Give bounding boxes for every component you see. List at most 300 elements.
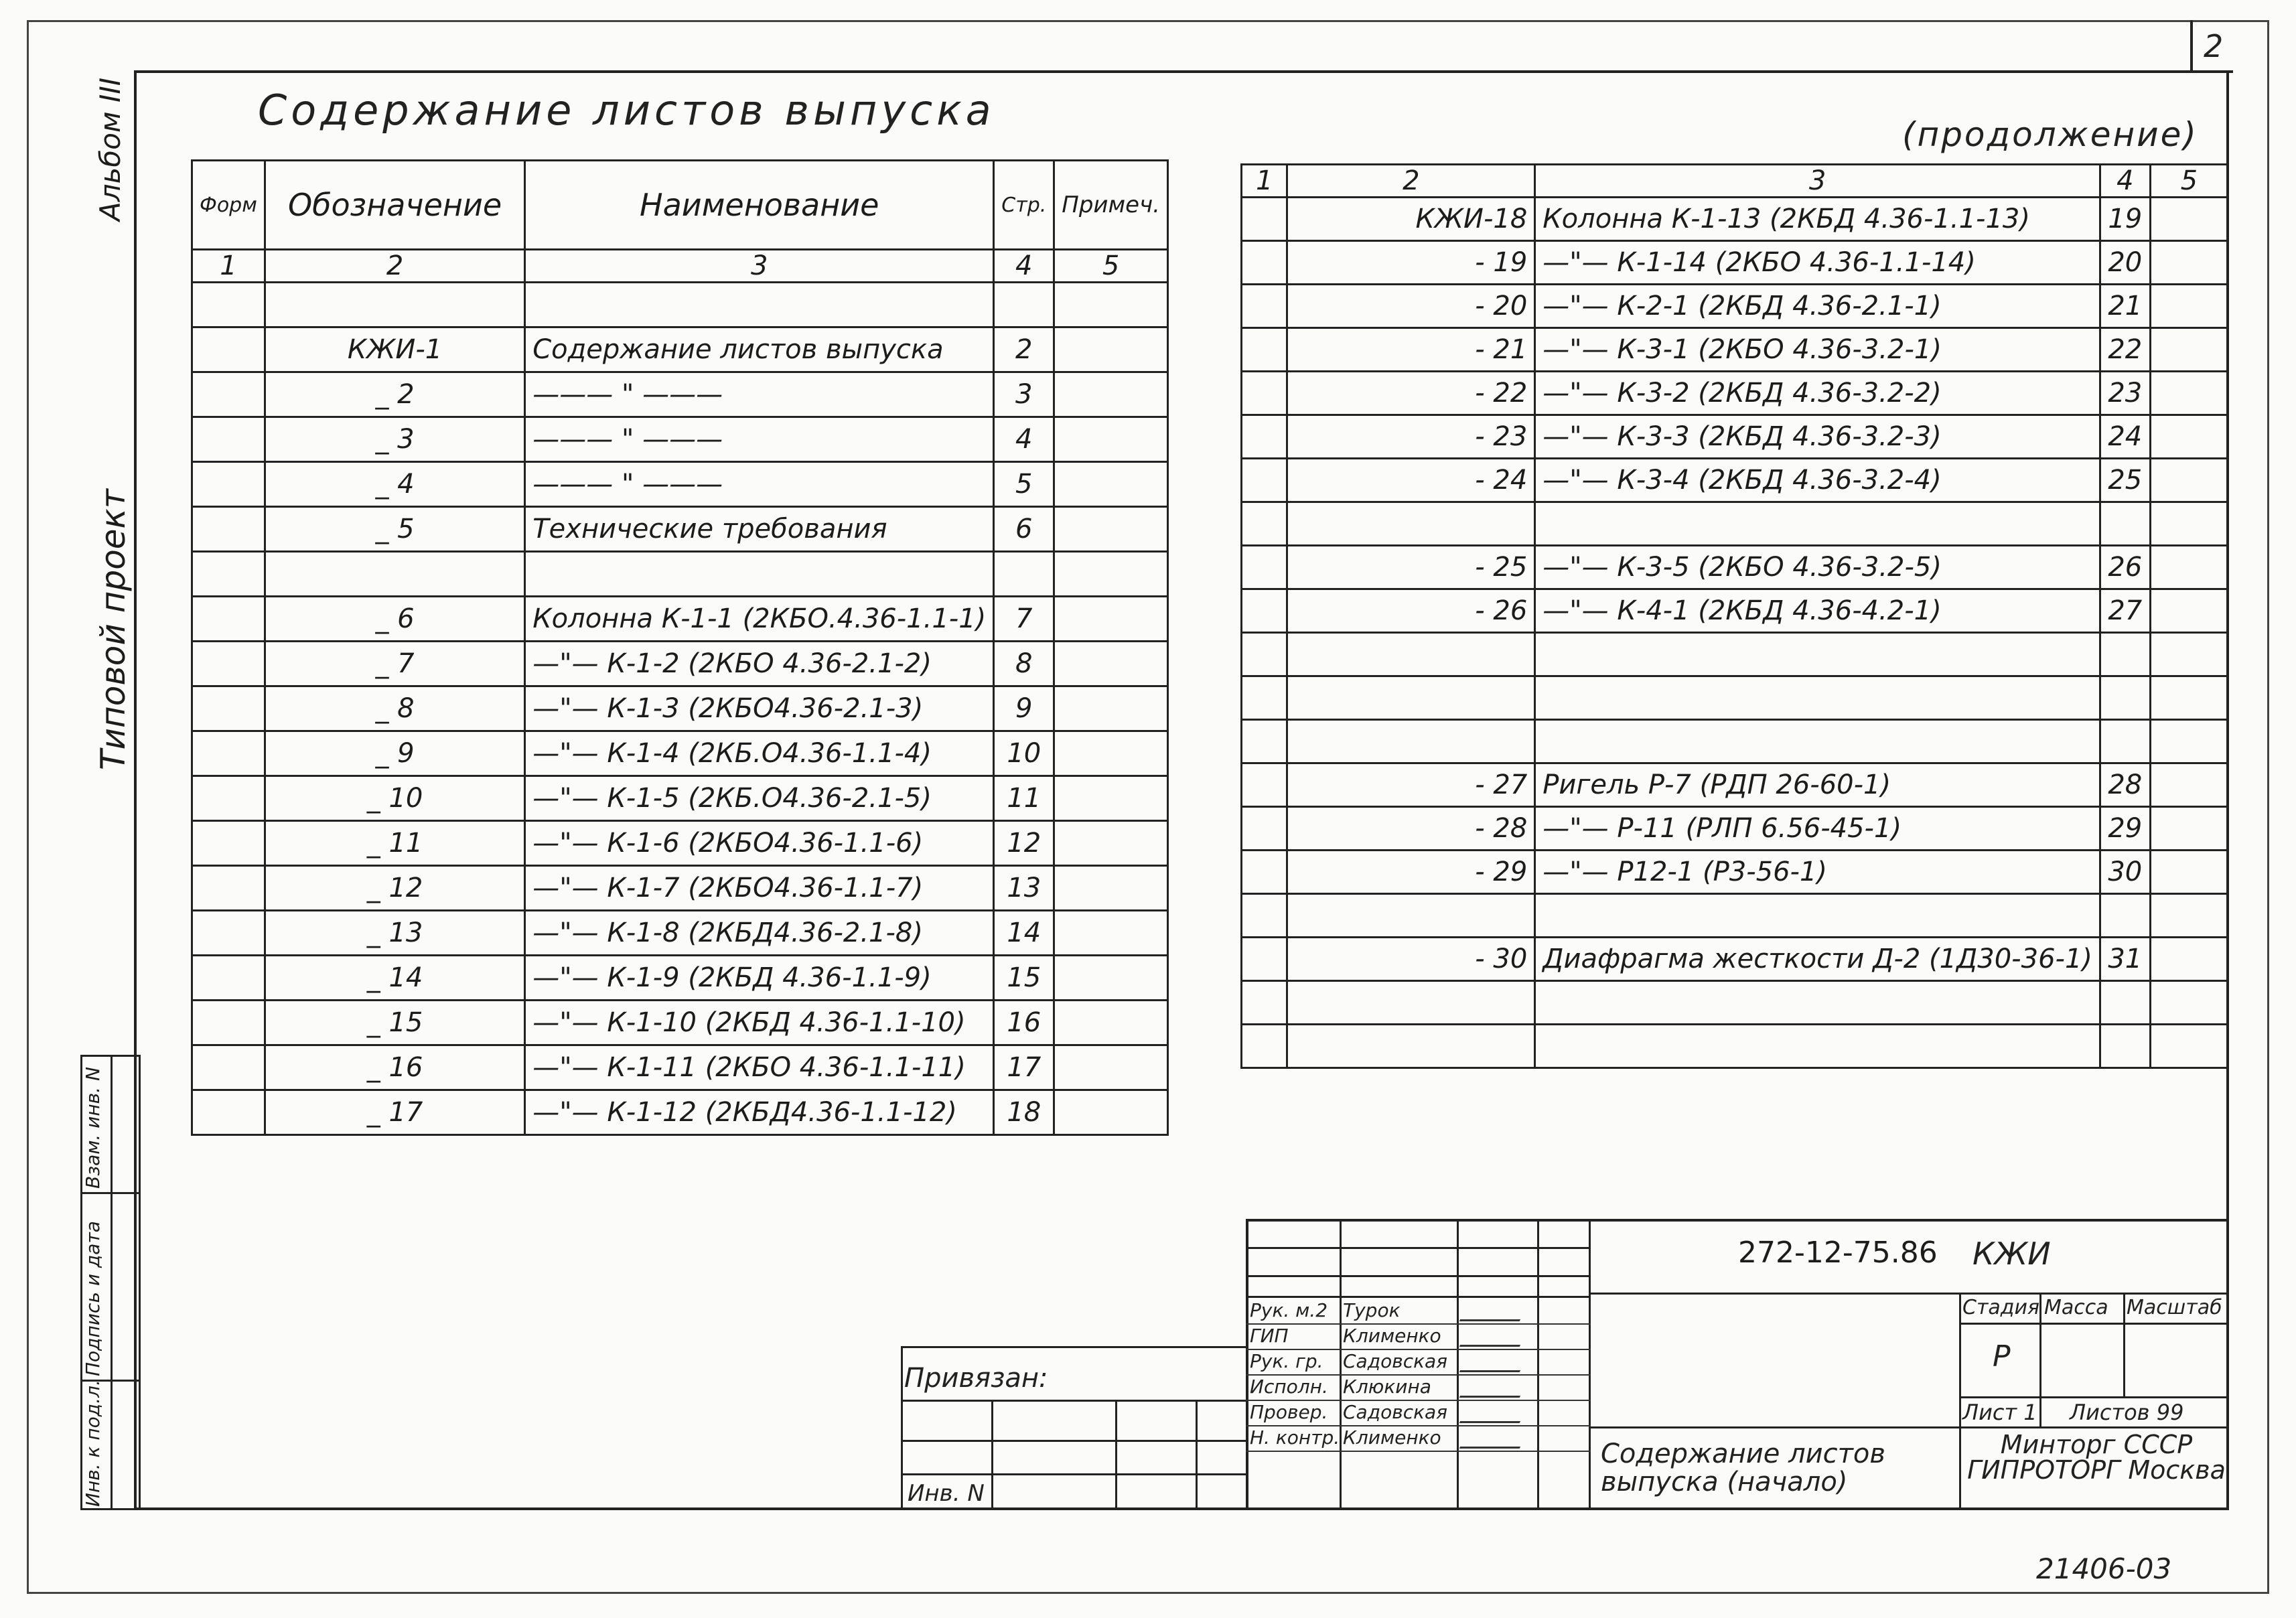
- left-cell-page: [994, 283, 1054, 327]
- left-cell-empty: [192, 372, 265, 417]
- table-row: [1242, 807, 2228, 851]
- right-cell-empty: [1242, 763, 1287, 807]
- right-cell-empty: [2150, 807, 2228, 851]
- right-colnum-5: 5: [2150, 165, 2228, 198]
- table-row: [1242, 938, 2228, 981]
- stamp-sheet-row-2: [1959, 1426, 2229, 1428]
- left-cell-empty: [192, 911, 265, 956]
- left-header-1: Форм: [192, 161, 265, 250]
- left-cell-page: 3: [994, 372, 1054, 417]
- right-cell-page: 19: [2100, 198, 2151, 241]
- right-cell-name: —"— К-1-14 (2КБО 4.36-1.1-14): [1535, 241, 2100, 285]
- table-row: [1242, 415, 2228, 459]
- left-cell-empty: [1054, 507, 1168, 552]
- project-label: Типовой проект: [94, 489, 133, 770]
- right-cell-page: 21: [2100, 285, 2151, 328]
- left-cell-empty: [192, 866, 265, 911]
- right-cell-name: [1535, 502, 2100, 546]
- table-row: [1242, 285, 2228, 328]
- left-cell-name: —"— К-1-8 (2КБД4.36-2.1-8): [525, 911, 994, 956]
- right-cell-empty: [1242, 241, 1287, 285]
- left-cell-empty: [1054, 372, 1168, 417]
- right-cell-empty: [2150, 241, 2228, 285]
- inventory-label-vzam: Взам. инв. N: [82, 1067, 104, 1189]
- right-cell-page: 30: [2100, 851, 2151, 894]
- right-column-numbers: [1242, 165, 2228, 198]
- left-column-numbers: [192, 250, 1168, 283]
- left-header-5: Примеч.: [1054, 161, 1168, 250]
- signature-row-line: [1246, 1451, 1591, 1452]
- right-cell-name: —"— К-3-1 (2КБО 4.36-3.2-1): [1535, 328, 2100, 372]
- scale-header: Масштаб: [2127, 1296, 2222, 1319]
- table-row: [192, 283, 1168, 327]
- right-cell-name: —"— К-3-4 (2КБД 4.36-3.2-4): [1535, 459, 2100, 502]
- handwritten-signature: [1459, 1303, 1528, 1321]
- right-cell-code: [1287, 1025, 1535, 1068]
- stamp-vline-a: [2039, 1293, 2041, 1426]
- left-cell-empty: [1054, 327, 1168, 372]
- left-cell-empty: [192, 686, 265, 731]
- stamp-hline-top: [1591, 1293, 2229, 1295]
- right-cell-code: - 30: [1287, 938, 1535, 981]
- right-cell-name: [1535, 1025, 2100, 1068]
- right-cell-empty: [1242, 981, 1287, 1025]
- handwritten-signature: [1459, 1354, 1528, 1372]
- right-cell-code: [1287, 502, 1535, 546]
- left-cell-empty: [192, 642, 265, 686]
- table-row: [192, 1001, 1168, 1045]
- left-cell-empty: [1054, 956, 1168, 1001]
- left-cell-page: 10: [994, 731, 1054, 776]
- left-cell-name: Содержание листов выпуска: [525, 327, 994, 372]
- sheet-label: Лист 1: [1962, 1400, 2037, 1425]
- right-contents-table: [1240, 163, 2229, 1069]
- left-cell-empty: [192, 597, 265, 642]
- left-colnum-5: 5: [1054, 250, 1168, 283]
- left-cell-empty: [192, 776, 265, 821]
- left-cell-name: [525, 552, 994, 597]
- stamp-stage-row: [1959, 1323, 2229, 1325]
- left-cell-name: —"— К-1-10 (2КБД 4.36-1.1-10): [525, 1001, 994, 1045]
- right-cell-name: —"— К-4-1 (2КБД 4.36-4.2-1): [1535, 589, 2100, 633]
- continuation-label: (продолжение): [1902, 115, 2198, 154]
- table-row: [192, 1045, 1168, 1090]
- right-cell-page: 28: [2100, 763, 2151, 807]
- right-cell-code: [1287, 981, 1535, 1025]
- right-cell-empty: [1242, 894, 1287, 938]
- right-cell-empty: [2150, 763, 2228, 807]
- table-row: [192, 642, 1168, 686]
- left-cell-empty: [192, 462, 265, 507]
- left-cell-empty: [1054, 1090, 1168, 1135]
- left-cell-empty: [1054, 417, 1168, 462]
- right-cell-name: [1535, 633, 2100, 676]
- signature-role: Исполн.: [1250, 1376, 1328, 1398]
- left-cell-empty: [192, 507, 265, 552]
- right-cell-code: [1287, 676, 1535, 720]
- left-cell-empty: [1054, 462, 1168, 507]
- right-cell-name: Диафрагма жесткости Д-2 (1Д30-36-1): [1535, 938, 2100, 981]
- right-cell-name: —"— К-3-3 (2КБД 4.36-3.2-3): [1535, 415, 2100, 459]
- right-cell-empty: [2150, 415, 2228, 459]
- right-colnum-2: 2: [1287, 165, 1535, 198]
- table-row: [1242, 851, 2228, 894]
- archive-number: 21406-03: [2036, 1552, 2172, 1585]
- left-cell-name: —"— К-1-12 (2КБД4.36-1.1-12): [525, 1090, 994, 1135]
- left-cell-empty: [1054, 642, 1168, 686]
- table-row: [1242, 894, 2228, 938]
- left-cell-code: _ 2: [265, 372, 524, 417]
- right-cell-code: - 22: [1287, 372, 1535, 415]
- inventory-strip-vline: [111, 1055, 113, 1510]
- handwritten-signature: [1459, 1329, 1528, 1347]
- left-cell-empty: [192, 956, 265, 1001]
- sheet-number: 2: [2204, 28, 2224, 64]
- right-cell-code: [1287, 720, 1535, 763]
- right-cell-name: —"— К-3-2 (2КБД 4.36-3.2-2): [1535, 372, 2100, 415]
- album-label: Альбом III: [94, 77, 127, 221]
- stamp-vline-right: [1959, 1293, 1961, 1510]
- right-cell-page: 25: [2100, 459, 2151, 502]
- signature-name: Клюкина: [1343, 1376, 1431, 1398]
- table-row: [1242, 546, 2228, 589]
- right-cell-empty: [1242, 851, 1287, 894]
- right-cell-page: [2100, 720, 2151, 763]
- table-row: [1242, 502, 2228, 546]
- table-row: [192, 462, 1168, 507]
- table-row: [192, 866, 1168, 911]
- left-cell-code: _ 8: [265, 686, 524, 731]
- left-cell-empty: [1054, 686, 1168, 731]
- left-header-3: Наименование: [525, 161, 994, 250]
- right-cell-empty: [1242, 1025, 1287, 1068]
- table-row: [192, 911, 1168, 956]
- right-cell-page: 31: [2100, 938, 2151, 981]
- signature-name: Клименко: [1343, 1325, 1441, 1347]
- right-cell-empty: [1242, 546, 1287, 589]
- handwritten-signature: [1459, 1380, 1528, 1398]
- table-row: [1242, 372, 2228, 415]
- right-cell-empty: [2150, 981, 2228, 1025]
- left-cell-name: [525, 283, 994, 327]
- left-cell-name: —"— К-1-7 (2КБО4.36-1.1-7): [525, 866, 994, 911]
- sig-vline-3: [1537, 1219, 1539, 1510]
- table-row: [1242, 328, 2228, 372]
- right-cell-name: Колонна К-1-13 (2КБД 4.36-1.1-13): [1535, 198, 2100, 241]
- right-cell-empty: [2150, 328, 2228, 372]
- left-cell-page: 5: [994, 462, 1054, 507]
- privyazan-vline-1: [991, 1400, 993, 1510]
- right-cell-empty: [2150, 676, 2228, 720]
- left-cell-page: 8: [994, 642, 1054, 686]
- table-row: [192, 686, 1168, 731]
- right-cell-page: [2100, 1025, 2151, 1068]
- table-row: [192, 552, 1168, 597]
- right-cell-empty: [1242, 720, 1287, 763]
- right-cell-code: - 19: [1287, 241, 1535, 285]
- handwritten-signature: [1459, 1430, 1528, 1449]
- left-cell-code: _ 4: [265, 462, 524, 507]
- left-cell-name: —"— К-1-9 (2КБД 4.36-1.1-9): [525, 956, 994, 1001]
- handwritten-signature: [1459, 1405, 1528, 1423]
- left-cell-empty: [1054, 731, 1168, 776]
- privyazan-label: Привязан:: [904, 1363, 1048, 1394]
- right-cell-empty: [2150, 720, 2228, 763]
- sheets-count: Листов 99: [2070, 1400, 2184, 1425]
- right-cell-name: —"— К-2-1 (2КБД 4.36-2.1-1): [1535, 285, 2100, 328]
- stage-value: Р: [1993, 1339, 2011, 1374]
- right-cell-empty: [1242, 633, 1287, 676]
- left-cell-empty: [1054, 821, 1168, 866]
- signature-role: ГИП: [1250, 1325, 1289, 1347]
- left-cell-page: 2: [994, 327, 1054, 372]
- right-cell-empty: [1242, 938, 1287, 981]
- right-cell-empty: [1242, 328, 1287, 372]
- left-cell-code: _ 13: [265, 911, 524, 956]
- table-row: [1242, 589, 2228, 633]
- left-cell-empty: [192, 417, 265, 462]
- right-cell-code: - 27: [1287, 763, 1535, 807]
- left-cell-code: _ 12: [265, 866, 524, 911]
- table-row: [1242, 676, 2228, 720]
- right-cell-empty: [2150, 589, 2228, 633]
- signature-role: Провер.: [1250, 1401, 1328, 1423]
- sig-vline-2: [1457, 1219, 1459, 1510]
- left-cell-empty: [192, 821, 265, 866]
- right-cell-empty: [2150, 851, 2228, 894]
- right-cell-page: 22: [2100, 328, 2151, 372]
- left-cell-page: 18: [994, 1090, 1054, 1135]
- signature-name: Садовская: [1343, 1350, 1448, 1372]
- right-cell-page: 29: [2100, 807, 2151, 851]
- sig-hline-3: [1246, 1296, 1591, 1298]
- left-cell-empty: [192, 731, 265, 776]
- left-cell-name: ——— " ———: [525, 417, 994, 462]
- left-cell-code: [265, 552, 524, 597]
- right-cell-code: - 29: [1287, 851, 1535, 894]
- left-cell-empty: [192, 1001, 265, 1045]
- sig-hline-2: [1246, 1275, 1591, 1277]
- left-cell-code: _ 17: [265, 1090, 524, 1135]
- right-cell-name: [1535, 720, 2100, 763]
- left-cell-page: [994, 552, 1054, 597]
- table-row: [192, 597, 1168, 642]
- right-cell-empty: [1242, 502, 1287, 546]
- right-cell-empty: [2150, 198, 2228, 241]
- right-cell-empty: [1242, 589, 1287, 633]
- left-cell-code: _ 14: [265, 956, 524, 1001]
- right-cell-empty: [2150, 938, 2228, 981]
- right-cell-name: —"— К-3-5 (2КБО 4.36-3.2-5): [1535, 546, 2100, 589]
- left-cell-empty: [192, 1045, 265, 1090]
- organization: Минторг СССР ГИПРОТОРГ Москва: [1967, 1430, 2226, 1485]
- sig-hline-1: [1246, 1247, 1591, 1249]
- left-cell-code: _ 10: [265, 776, 524, 821]
- right-cell-page: 20: [2100, 241, 2151, 285]
- inv-label: Инв. N: [908, 1480, 985, 1507]
- left-cell-name: —"— К-1-2 (2КБО 4.36-2.1-2): [525, 642, 994, 686]
- stage-header: Стадия: [1962, 1296, 2040, 1319]
- table-row: [192, 1090, 1168, 1135]
- right-cell-code: - 24: [1287, 459, 1535, 502]
- right-cell-empty: [1242, 415, 1287, 459]
- signature-role: Рук. гр.: [1250, 1350, 1323, 1372]
- inventory-label-signature: Подпись и дата: [82, 1221, 104, 1376]
- table-row: [1242, 720, 2228, 763]
- left-cell-page: 13: [994, 866, 1054, 911]
- table-row: [192, 731, 1168, 776]
- left-cell-page: 17: [994, 1045, 1054, 1090]
- right-cell-empty: [1242, 372, 1287, 415]
- table-row: [192, 417, 1168, 462]
- left-cell-name: ——— " ———: [525, 372, 994, 417]
- right-colnum-4: 4: [2100, 165, 2151, 198]
- right-cell-page: [2100, 981, 2151, 1025]
- left-cell-empty: [1054, 776, 1168, 821]
- signature-role: Рук. м.2: [1250, 1299, 1328, 1321]
- left-cell-code: _ 9: [265, 731, 524, 776]
- left-cell-empty: [1054, 1001, 1168, 1045]
- inventory-label-inv: Инв. к под.л.: [82, 1380, 104, 1507]
- left-cell-page: 6: [994, 507, 1054, 552]
- left-cell-page: 14: [994, 911, 1054, 956]
- table-row: [1242, 459, 2228, 502]
- left-cell-name: —"— К-1-11 (2КБО 4.36-1.1-11): [525, 1045, 994, 1090]
- right-cell-page: 24: [2100, 415, 2151, 459]
- left-cell-code: _ 15: [265, 1001, 524, 1045]
- right-cell-page: [2100, 502, 2151, 546]
- left-cell-empty: [1054, 552, 1168, 597]
- right-cell-empty: [1242, 807, 1287, 851]
- privyazan-vline-3: [1196, 1400, 1198, 1510]
- table-row: [1242, 1025, 2228, 1068]
- left-cell-name: —"— К-1-4 (2КБ.О4.36-1.1-4): [525, 731, 994, 776]
- table-row: [192, 372, 1168, 417]
- left-cell-code: _ 5: [265, 507, 524, 552]
- signature-name: Садовская: [1343, 1401, 1448, 1423]
- right-cell-name: [1535, 894, 2100, 938]
- stamp-sheet-row: [1959, 1396, 2229, 1398]
- left-cell-page: 4: [994, 417, 1054, 462]
- left-cell-empty: [192, 327, 265, 372]
- table-row: [1242, 981, 2228, 1025]
- right-cell-empty: [1242, 676, 1287, 720]
- left-colnum-2: 2: [265, 250, 524, 283]
- left-cell-page: 12: [994, 821, 1054, 866]
- table-row: [192, 956, 1168, 1001]
- right-cell-empty: [2150, 372, 2228, 415]
- left-cell-empty: [1054, 597, 1168, 642]
- table-row: [1242, 763, 2228, 807]
- left-cell-code: _ 11: [265, 821, 524, 866]
- stamp-vline-b: [2123, 1293, 2125, 1396]
- left-colnum-4: 4: [994, 250, 1054, 283]
- left-header-4: Стр.: [994, 161, 1054, 250]
- left-cell-empty: [192, 1090, 265, 1135]
- right-cell-page: 26: [2100, 546, 2151, 589]
- left-cell-name: —"— К-1-5 (2КБ.О4.36-2.1-5): [525, 776, 994, 821]
- left-cell-empty: [192, 552, 265, 597]
- left-cell-name: —"— К-1-3 (2КБО4.36-2.1-3): [525, 686, 994, 731]
- right-cell-name: —"— Р12-1 (Р3-56-1): [1535, 851, 2100, 894]
- left-table-header-row: [192, 161, 1168, 250]
- right-cell-page: [2100, 676, 2151, 720]
- table-row: [1242, 633, 2228, 676]
- left-cell-code: _ 16: [265, 1045, 524, 1090]
- right-cell-name: [1535, 981, 2100, 1025]
- left-cell-empty: [192, 283, 265, 327]
- right-cell-code: [1287, 894, 1535, 938]
- table-row: [192, 507, 1168, 552]
- right-cell-code: [1287, 633, 1535, 676]
- left-colnum-3: 3: [525, 250, 994, 283]
- privyazan-vline-2: [1115, 1400, 1117, 1510]
- left-header-2: Обозначение: [265, 161, 524, 250]
- right-cell-page: 27: [2100, 589, 2151, 633]
- right-cell-empty: [2150, 502, 2228, 546]
- left-cell-code: КЖИ-1: [265, 327, 524, 372]
- table-row: [1242, 241, 2228, 285]
- right-cell-code: - 21: [1287, 328, 1535, 372]
- table-row: [192, 821, 1168, 866]
- left-cell-empty: [1054, 283, 1168, 327]
- left-cell-empty: [1054, 1045, 1168, 1090]
- right-cell-empty: [2150, 894, 2228, 938]
- signature-name: Турок: [1343, 1299, 1401, 1321]
- right-cell-code: КЖИ-18: [1287, 198, 1535, 241]
- left-cell-name: Колонна К-1-1 (2КБО.4.36-1.1-1): [525, 597, 994, 642]
- left-colnum-1: 1: [192, 250, 265, 283]
- table-row: [192, 327, 1168, 372]
- left-cell-page: 9: [994, 686, 1054, 731]
- page-title: Содержание листов выпуска: [258, 86, 995, 135]
- right-cell-code: - 25: [1287, 546, 1535, 589]
- left-cell-page: 7: [994, 597, 1054, 642]
- left-cell-page: 11: [994, 776, 1054, 821]
- left-cell-code: [265, 283, 524, 327]
- right-cell-empty: [2150, 285, 2228, 328]
- table-row: [1242, 198, 2228, 241]
- left-cell-name: ——— " ———: [525, 462, 994, 507]
- right-cell-empty: [1242, 459, 1287, 502]
- right-cell-name: [1535, 676, 2100, 720]
- doc-code: 272-12-75.86: [1738, 1236, 1938, 1270]
- right-cell-page: [2100, 894, 2151, 938]
- left-cell-page: 16: [994, 1001, 1054, 1045]
- mass-header: Масса: [2044, 1296, 2108, 1319]
- left-cell-name: —"— К-1-6 (2КБО4.36-1.1-6): [525, 821, 994, 866]
- right-cell-name: Ригель Р-7 (РДП 26-60-1): [1535, 763, 2100, 807]
- right-cell-code: - 26: [1287, 589, 1535, 633]
- right-cell-empty: [1242, 285, 1287, 328]
- left-cell-code: _ 7: [265, 642, 524, 686]
- left-cell-empty: [1054, 866, 1168, 911]
- left-cell-code: _ 3: [265, 417, 524, 462]
- left-cell-code: _ 6: [265, 597, 524, 642]
- sheet-title: Содержание листов выпуска (начало): [1601, 1439, 1885, 1497]
- right-colnum-3: 3: [1535, 165, 2100, 198]
- right-cell-empty: [2150, 633, 2228, 676]
- right-cell-empty: [2150, 546, 2228, 589]
- left-cell-empty: [1054, 911, 1168, 956]
- signature-role: Н. контр.: [1250, 1426, 1340, 1449]
- right-cell-code: - 28: [1287, 807, 1535, 851]
- right-cell-empty: [2150, 459, 2228, 502]
- left-contents-table: [191, 159, 1169, 1136]
- left-cell-name: Технические требования: [525, 507, 994, 552]
- doc-mark: КЖИ: [1972, 1236, 2051, 1272]
- right-colnum-1: 1: [1242, 165, 1287, 198]
